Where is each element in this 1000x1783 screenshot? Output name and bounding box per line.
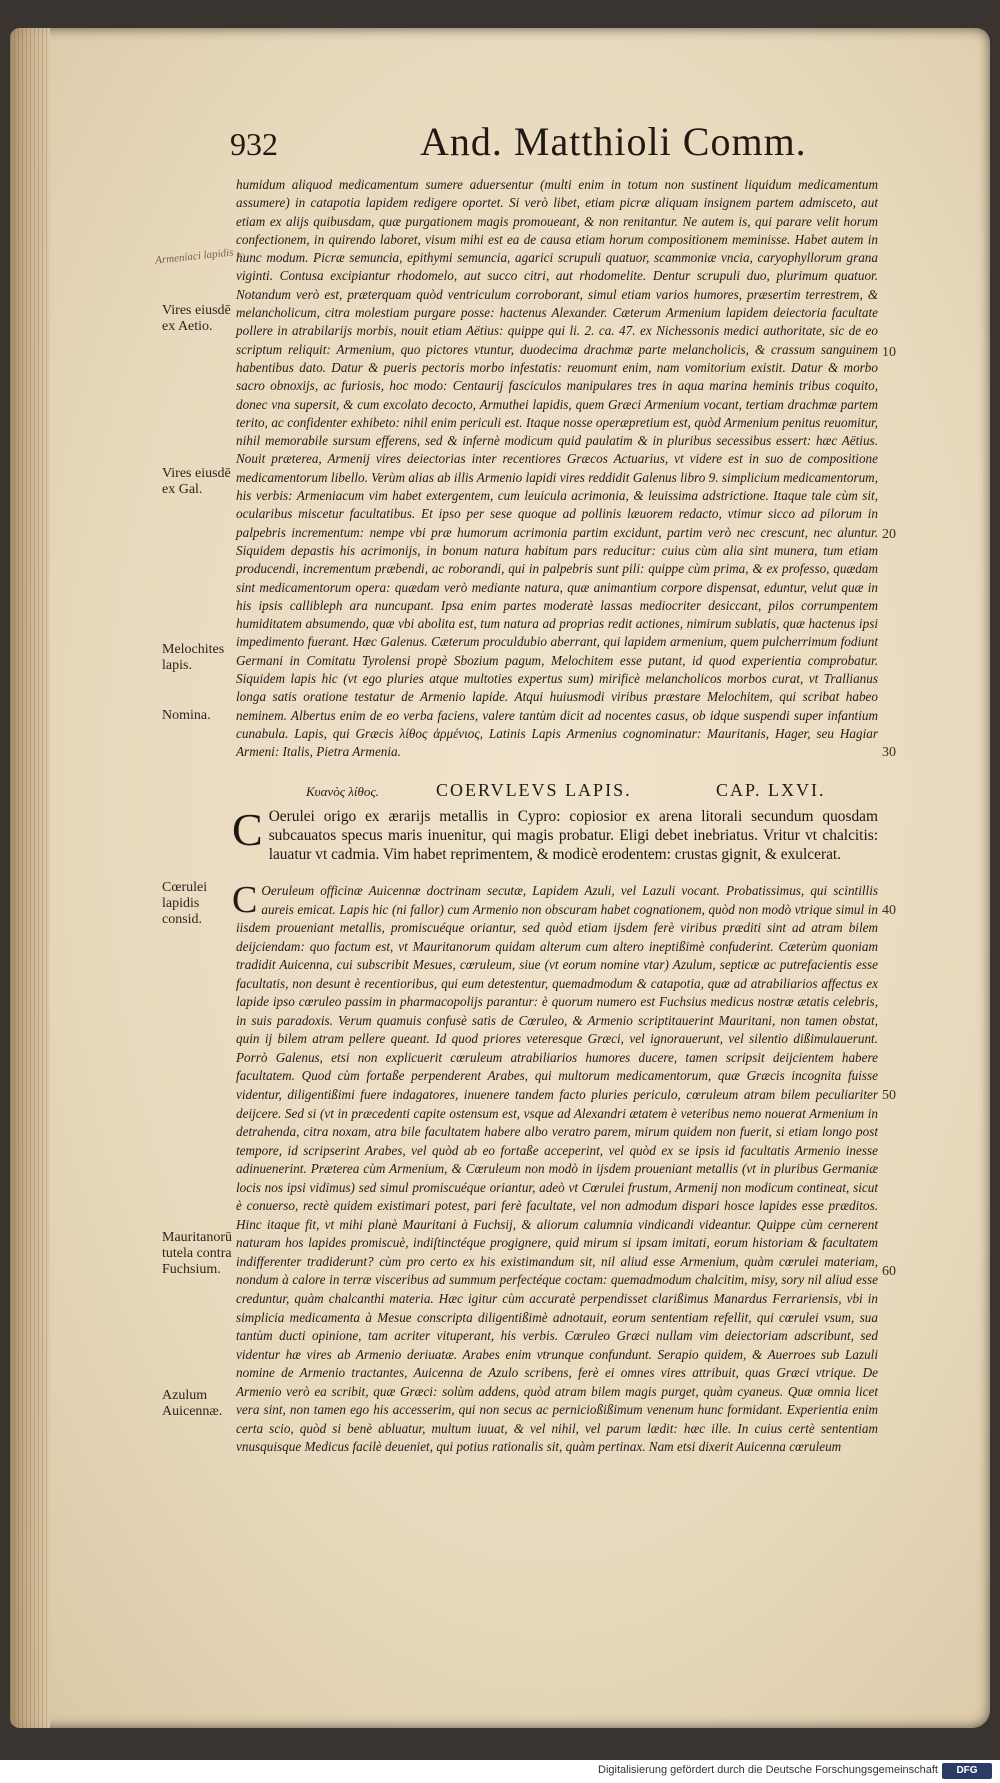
digitization-footer <box>0 1760 1000 1783</box>
margin-note-azulum: Azulum Auicennæ. <box>162 1388 223 1419</box>
margin-note-nomina: Nomina. <box>162 708 211 723</box>
running-title: And. Matthioli Comm. <box>420 119 807 164</box>
line-number: 10 <box>882 345 896 360</box>
drop-cap-letter: C <box>232 879 258 921</box>
margin-note-melochites: Melochites lapis. <box>162 642 225 673</box>
line-number: 20 <box>882 527 896 542</box>
chapter-title: COERVLEVS LAPIS. <box>436 780 632 800</box>
dioscorides-text <box>232 804 878 864</box>
chapter-heading <box>236 778 878 804</box>
margin-note-vires-gal: Vires eiusdē ex Gal. <box>162 466 231 497</box>
funding-credit: Digitalisierung gefördert durch die Deutsche Forschungsgemeinschaft <box>598 1764 938 1776</box>
commentary-text-2 <box>232 879 878 1457</box>
chapter-number-text: CAP. LXVI. <box>716 780 826 800</box>
margin-note-coerulei-consid: Cœrulei lapidis consid. <box>162 880 208 927</box>
chapter-greek-title: Κυανὸς λίθος. <box>306 784 379 799</box>
line-number: 50 <box>882 1088 896 1103</box>
line-number: 40 <box>882 903 896 918</box>
commentary-text-1 <box>236 176 878 762</box>
drop-cap-letter: C <box>232 804 263 855</box>
margin-note-mauritanorum: Mauritanorū tutela contra Fuchsium. <box>162 1230 232 1277</box>
margin-note-vires-aetio: Vires eiusdē ex Aetio. <box>162 303 231 334</box>
commentary-paragraph: humidum aliquod medicamentum sumere aduersentur (multi enim in totum non sustinent liquidum medicamentum assumere) in catapotia lapidem redigere oportet. Si verò libet, etiam picræ aliquam insignem partem admisceto, aut etiam ex alijs quibusdam, quæ purgationem magis promoueant, & non renitantur. Ne autem is, qui parare velit horum confectionem, in quirendo laboret, visum mihi est ea de causa etiam horum compositionem meminisse. Habet autem in hunc modum. Picræ semuncia, epithymi semuncia, agarici scrupuli quatuor, scammoniæ vncia, caryophyllorum grana viginti. Contusa excipiantur rhodomelo, aut succo citri, aut rhodomelite. Dentur scrupuli duo, plurimum quatuor. Notandum verò est, præterquam quòd ventriculum corroborant, simul etiam varios humores, præsertim terrestrem, & melancholicum, citra molestiam purgare posse: hactenus Alexander. Cæterum Armenium lapidem deiectoria facultate pollere in atrabilarijs morbis, nouit etiam Aëtius: quippe qui li. 2. ca. 47. ex Nichessonis medici authoritate, sic de eo scriptum reliquit: Armenium, quo pictores vtuntur, duodecima drachmæ parte melancholicis, & crassum sanguinem habentibus dato. Datur & pueris pectoris morbo infestatis: reuomunt enim, nam vomitorium existit. Datur & morbo sacro obnoxijs, ac furiosis, hoc modo: Centaurij fasciculos manipulares tres in aqua marina heminis tribus coquito, donec vna supersit, & cum excolato decocto, Armuthei lapidis, quem Græci Armenium vocant, tertiam drachmæ partem terito, ac confidenter exhibeto: nihil enim periculi est. Itaque nosse operæpretium est, quòd Armenium penitus reuomitur, nihil memorabile sursum efferens, sed & infernè modicum quid paulatim & in pluribus secessibus essert: hæc Aëtius. Nouit præterea, Armenij vires deiectorias inter recentiores Græcos Actuarius, vt videre est in suo de compositione medicamentorum libello. Verùm alias ab illis Armenio lapidi vires reddidit Galenus libro 9. simplicium medicamentorum, his verbis: Armeniacum vim habet extergentem, cum leuicula acrimonia, & leuissima adstrictione. Itaque tale cùm sit, ocularibus miscetur facultatibus. Et ipso per sese quoque ad pollinis læuorem redacto, vtimur sicco ad pilorum in palpebris incrementum: nempe vbi præ humorum acrimonia partim excidunt, partim verò nec crescunt, nec aluntur. Siquidem depastis his acrimonijs, in bonum natura habitum pars reducitur: cuius cùm alia sint munera, tum etiam producendi, incrementum præbendi, ac roborandi, qui in palpebris sunt pili: quippe cùm prima, & ex professo, quædam sint medicamentorum opera: quædam verò mediante natura, quæ animantium corpore dispensat, eduntur, velut quæ in his ipsis callibleph ara nuncupant. Ipsa enim partes moderatè lassas mediocriter desiccant, pilos corrumpentem humiditatem absumendo, quæ vbi abolita est, tum natura ad proprias redit actiones, nimirum sublatis, quæ hactenus ipsi impedimento fuerant. Hæc Galenus. Cæterum proculdubio aberrant, qui lapidem armenium, quem pulcherrimum fodiunt Germani in Comitatu Tyrolensi propè Sbozium pagum, Melochitem esse putant, id quod experientia comprobatur. Siquidem lapis hic (vt ego pluries atque multoties expertus sum) mirificè melancholicos morbos curat, vt Trallianus longa satis oratione testatur de Armenio lapide. Atqui huiusmodi viribus præstare Melochitem, qui scribat habeo neminem. Albertus enim de eo verba faciens, valere tantùm dicit ad nocentes casus, ob idque suspendi super infantium cunabula. Lapis, qui Græcis λίθος ἀρμένιος, Latinis Lapis Armenius cognominatur: Mauritanis, Hager, seu Hagiar Armeni: Italis, Pietra Armenia. <box>236 177 878 760</box>
chapter-number <box>716 780 826 801</box>
line-number: 60 <box>882 1264 896 1279</box>
line-number: 30 <box>882 745 896 760</box>
page-header <box>230 118 830 168</box>
handwritten-annotation: Armeniaci lapidis ... <box>154 245 245 267</box>
commentary-paragraph: Oeruleum officinæ Auicennæ doctrinam secutæ, Lapidem Azuli, vel Lazuli vocant. Probatissimus, qui scintillis aureis emicat. Lapis hic (ni fallor) cum Armenio non obscuram habet cognationem, quòd non modò vtrique simul in iisdem proueniant metallis, promiscuéque oriantur, sed quòd etiam ijsdem ferè viribus præditi sint ad atram bilem deijciendam: quo factum est, vt Mauritanorum quidam alterum cum altero ineptißimè confuderint. Cæterùm quoniam tradidit Auicenna, cui subscribit Mesues, cœruleum, siue (vt eorum nomine vtar) Azulum, septicæ ac putrefacientis esse facultatis, non desunt è recentioribus, qui eum detestentur, quemadmodum & catapotia, quæ ad atrabiliarios affectus ex lapide ipso cœruleo passim in pharmacopolijs parantur: è quorum numero est Fuchsius medicus nostræ ætatis celebris, in suis paradoxis. Verum quamuis confusè satis de Cœruleo, & Armenio scriptitauerint Mauritani, non tamen obstat, quin ij bilem atram pellere queant. Id quod priores veteresque Græci, vel ignorauerunt, vel silentio dißimulauerunt. Porrò Galenus, etsi non explicuerit cœruleum atrabiliarios humores ducere, tamen scripsit deijcientem habere facultatem. Quod cùm fortaße perpenderent Arabes, qui multorum medicamentorum, quæ Græcis incognita fuisse videntur, diligentißimi fuere indagatores, inuenere tandem facto pluries periculo, cœruleum atram bilem peculiariter deijcere. Sed si (vt in præcedenti capite ostensum est, vsque ad Alexandri ætatem è veteribus nemo nouerat Armenium in detrahenda, citra noxam, atra bile facultatem habere albo veratro parem, mirum quidem non fuerit, si etiam longo post tempore, id scripserint Arabes, vel quòd ab eo fortaße acceperint, vel quòd ex se ipsis id facultatis Armenio inesse adinuenerint. Præterea cùm Armenium, & Cœruleum non modò in ijsdem proueniant metallis (vt in pluribus Germaniæ locis nos ipsi vidimus) sed simul promiscuéque oriantur, adeò vt Cœrulei frustum, Armenij non modicum contineat, sicut è conuerso, rectè quidem existimari potest, pari ferè facultate, vel non admodum dispari hosce lapides esse præditos. Hinc itaque fit, vt mihi planè Mauritani à Fuchsij, & aliorum calumnia vindicandi videantur. Quippe cùm cernerent naturam hos lapides promiscuè, indiſtinctéque progignere, quid mirum si ipsam imitati, eorum historiam & facultatem indifferenter tradiderunt? cùm pro certo ex his existimandum sit, nil aliud esse Armenium, quàm cœrulei materiam, nondum à calore in terræ visceribus ad summum perfectéque coctam: quemadmodum chalcitim, misy, sory nil aliud esse creduntur, quàm chalcanthi materia. Hæc igitur cùm accuratè perpendisset clarißimus Manardus Ferrariensis, vbi in simplicia medicamenta à Mesue conscripta diligentißimè adnotauit, eorum sententiam refellit, qui cœrulei vsum, sua tantùm ducti opinione, tam acriter vituperant, his verbis. Cœruleo Græci nullam vim deiectoriam adscribunt, sed videntur hæ vires ab Armenio deriuatæ. Arabes enim vtrunque confundunt. Serapio quidem, & Auerroes sub Lazuli nomine de Armenio tractantes, Auicenna de Azulo scribens, ferè ei omnes vires attribuit, quas Græci vtrique. De Armenio verò ea scribit, quæ Græci: solùm addens, quòd atram bilem magis purget, quàm cyaneus. Quæ omnia licet vera sint, non tamen ego his accesserim, qui non secus ac pernicioßißimum venenum hunc formidant. Experientia enim certa scio, quòd si benè abluatur, multum iuuat, & vel nihil, vel parum lædit: hæc ille. In cuius certè sententiam vnusquisque Medicus facilè deueniet, qui potius rationalis sit, quàm pertinax. Nam etsi dixerit Auicenna cœruleum <box>236 883 878 1455</box>
dfg-logo: DFG <box>942 1763 992 1779</box>
dioscorides-paragraph: Oerulei origo ex ærarijs metallis in Cypro: copiosior ex arena litorali secundum quosdam subcauatos specus maris inuenitur, qui magis probatur. Eligi debet inebriatus. Vritur vt chalcitis: lauatur vt cadmia. Vim habet reprimentem, & modicè erodentem: crustas gignit, & exulcerat. <box>268 808 878 863</box>
page-number: 932 <box>230 126 278 162</box>
page-stack-edge <box>10 28 50 1728</box>
